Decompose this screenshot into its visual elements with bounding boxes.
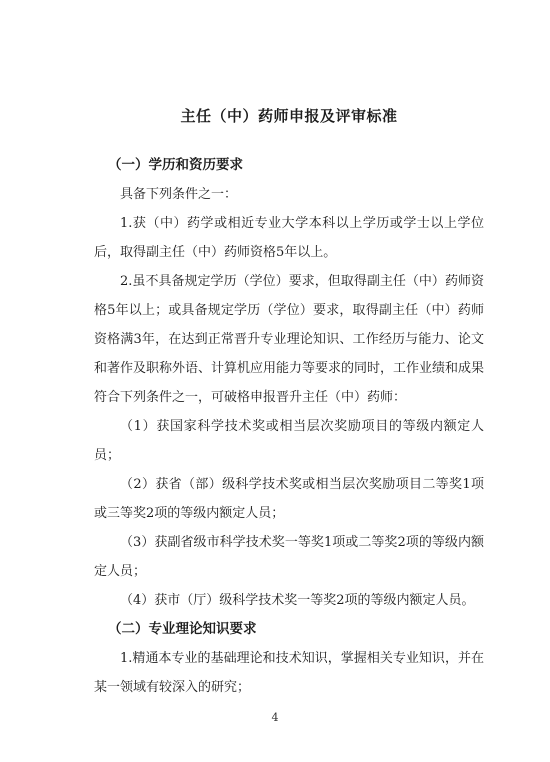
paragraph: 具备下列条件之一： xyxy=(120,187,238,202)
section-heading-education: （一）学历和资历要求 xyxy=(108,157,243,173)
paragraph: （2）获省（部）级科学技术奖或相当层次奖励项目二等奖1项或三等奖2项的等级内额定人员； xyxy=(94,477,484,521)
paragraph: 1.获（中）药学或相近专业大学本科以上学历或学士以上学位后，取得副主任（中）药师资格5年以上。 xyxy=(94,216,484,260)
page-number: 4 xyxy=(271,711,279,724)
section-heading-theory: （二）专业理论知识要求 xyxy=(108,621,257,637)
paragraph: 2.虽不具备规定学历（学位）要求，但取得副主任（中）药师资格5年以上；或具备规定学历（学位）要求，取得副主任（中）药师资格满3年，在达到正常晋升专业理论知识、工作经历与能力、论文和著作及职称外语、计算机应用能力等要求的同时，工作业绩和成果符合下列条件之一，可破格申报晋升主任（中）药师： xyxy=(94,274,485,405)
paragraph: 1.精通本专业的基础理论和技术知识，掌握相关专业知识，并在某一领域有较深入的研究； xyxy=(94,651,484,695)
document-title: 主任（中）药师申报及评审标准 xyxy=(180,107,398,125)
document-body xyxy=(94,106,484,702)
paragraph: （3）获副省级市科学技术奖一等奖1项或二等奖2项的等级内额定人员； xyxy=(94,535,484,579)
paragraph: （4）获市（厅）级科学技术奖一等奖2项的等级内额定人员。 xyxy=(120,593,475,608)
paragraph: （1）获国家科学技术奖或相当层次奖励项目的等级内额定人员； xyxy=(94,419,484,463)
